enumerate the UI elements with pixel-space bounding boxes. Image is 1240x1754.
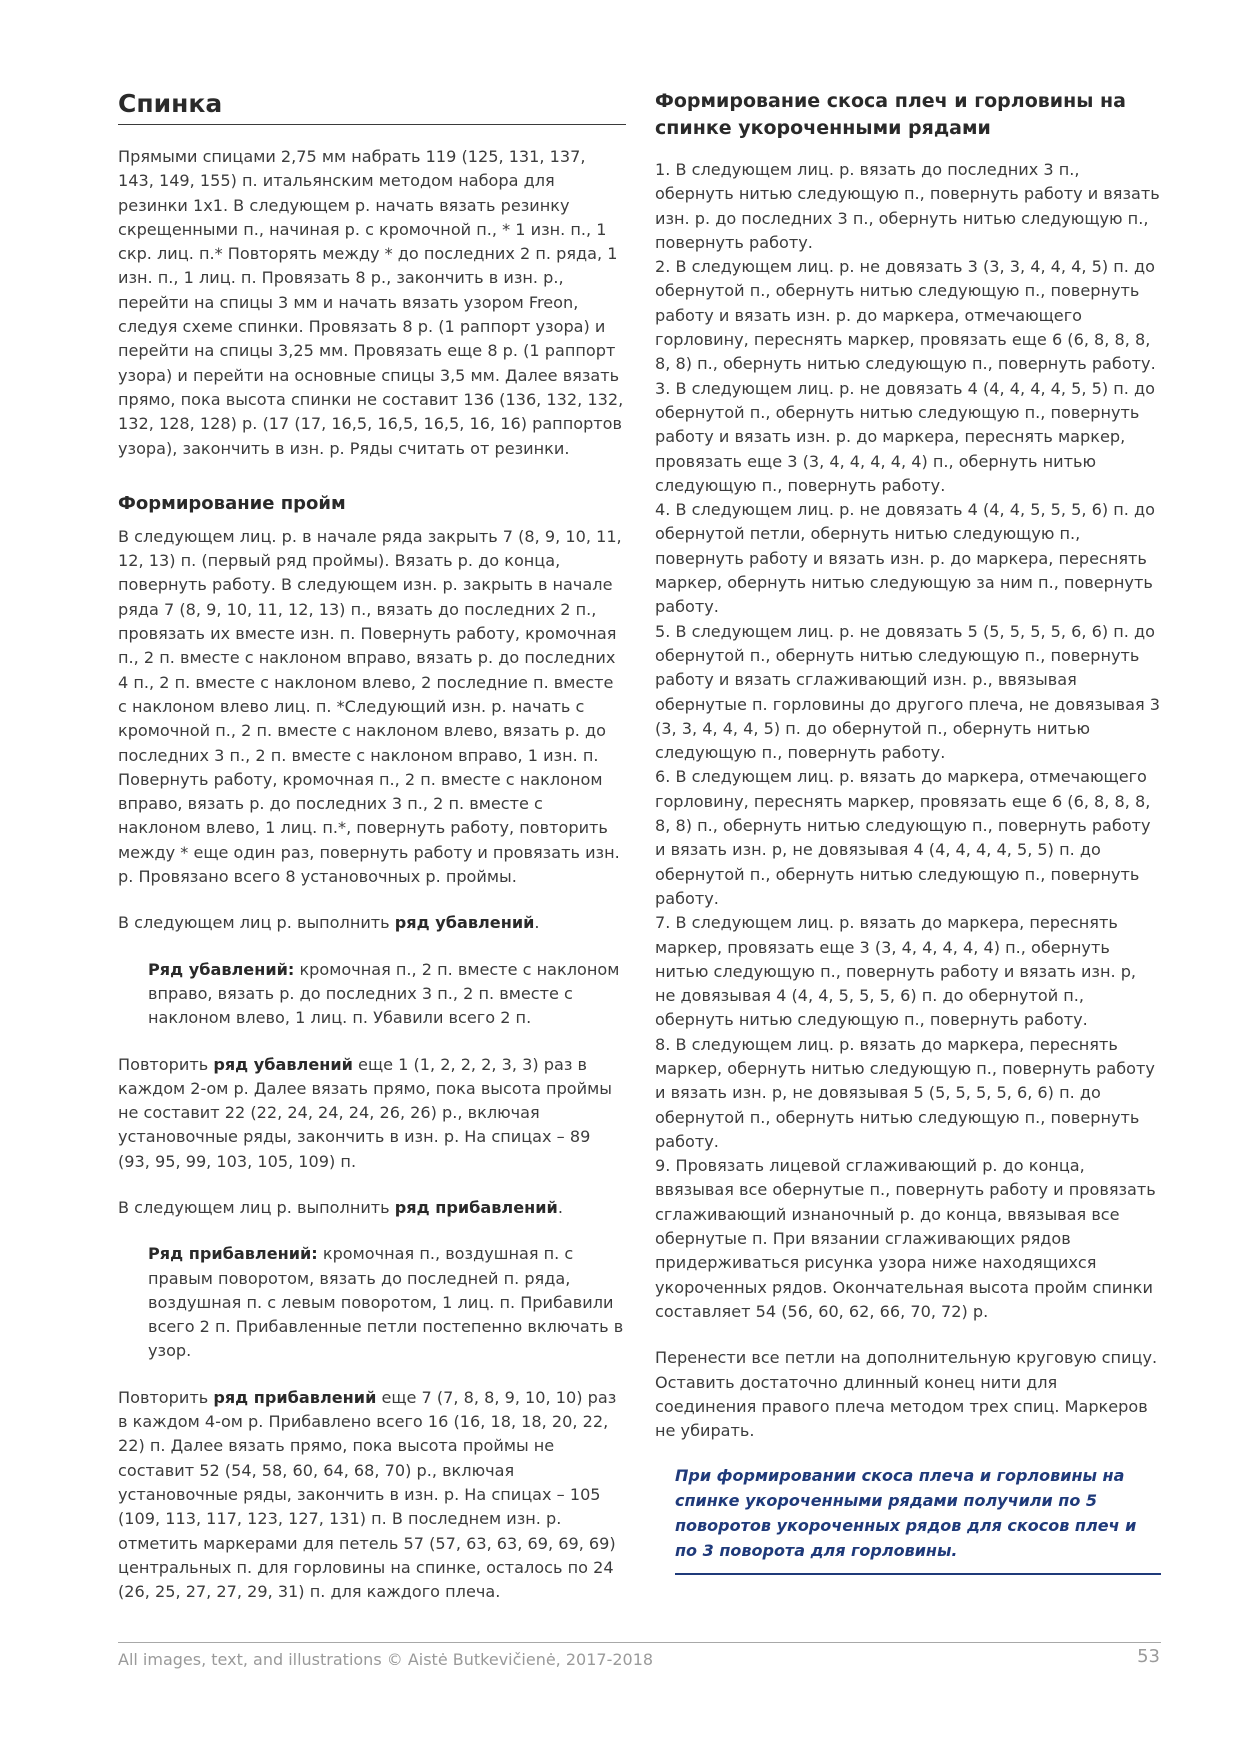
step-item: 2. В следующем лиц. р. не довязать 3 (3, 3, 4, 4, 4, 5) п. до обернутой п., обернуть нитью следующую п., повернуть работу и вязать изн. р. до маркера, отмечающего горловину, переснять маркер, провязать еще 6 (6, 8, 8, 8, 8, 8) п., обернуть нитью следующую п., повернуть работу. xyxy=(655,257,1156,374)
left-column xyxy=(118,88,626,1604)
decrease-intro: В следующем лиц р. выполнить ряд убавлений. xyxy=(118,913,540,933)
step-item: 5. В следующем лиц. р. не довязать 5 (5, 5, 5, 5, 6, 6) п. до обернутой п., обернуть нитью следующую п., повернуть работу и вязать сглаживающий изн. р., ввязывая обернутые п. горловины до другого плеча, не довязывая 3 (3, 3, 4, 4, 4, 5) п. до обернутой п., обернуть нитью следующую п., повернуть работу. xyxy=(655,621,1161,763)
step-item: 1. В следующем лиц. р. вязать до последних 3 п., обернуть нитью следующую п., повернуть работу и вязать изн. р. до последних 3 п., обернуть нитью следующую п., повернуть работу. xyxy=(655,160,1160,252)
transfer-paragraph: Перенести все петли на дополнительную круговую спицу. Оставить достаточно длинный конец нити для соединения правого плеча методом трех спиц. Маркеров не убирать. xyxy=(655,1348,1158,1441)
short-rows-title: Формирование скоса плеч и горловины на спинке укороченными рядами xyxy=(655,90,1126,139)
increase-row-definition: Ряд прибавлений: кромочная п., воздушная п. с правым поворотом, вязать до последней п. ряда, воздушная п. с левым поворотом, 1 лиц. п. Прибавили всего 2 п. Прибавленные петли постепенно включать в узор. xyxy=(148,1244,624,1361)
step-item: 8. В следующем лиц. р. вязать до маркера, переснять маркер, обернуть нитью следующую п., повернуть работу и вязать изн. р, не довязывая 5 (5, 5, 5, 5, 6, 6) п. до обернутой п., обернуть нитью следующую п., повернуть работу. xyxy=(655,1034,1155,1151)
step-item: 9. Провязать лицевой сглаживающий р. до конца, ввязывая все обернутые п., повернуть работу и провязать сглаживающий изнаночный р. до конца, ввязывая все обернутые п. При вязании сглаживающих рядов придерживаться рисунка узора ниже находящихся укороченных рядов. Окончательная высота пройм спинки составляет 54 (56, 60, 62, 66, 70, 72) р. xyxy=(655,1156,1156,1321)
step-item: 4. В следующем лиц. р. не довязать 4 (4, 4, 5, 5, 5, 6) п. до обернутой петли, обернуть нитью следующую п., повернуть работу и вязать изн. р. до маркера, переснять маркер, обернуть нитью следующую за ним п., повернуть работу. xyxy=(655,500,1155,617)
decrease-row-definition: Ряд убавлений: кромочная п., 2 п. вместе с наклоном вправо, вязать р. до последних 3 п., 2 п. вместе с наклоном влево, 1 лиц. п. Убавили всего 2 п. xyxy=(148,959,620,1028)
page-number: 53 xyxy=(1137,1646,1160,1667)
step-item: 6. В следующем лиц. р. вязать до маркера, отмечающего горловину, переснять маркер, провязать еще 6 (6, 8, 8, 8, 8, 8) п., обернуть нитью следующую п., повернуть работу и вязать изн. р, не довязывая 4 (4, 4, 4, 4, 5, 5) п. до обернутой п., обернуть нитью следующую п., повернуть работу. xyxy=(655,767,1151,908)
section-title: Спинка xyxy=(118,88,626,125)
increase-repeat-paragraph: Повторить ряд прибавлений еще 7 (7, 8, 8, 9, 10, 10) раз в каждом 4-ом р. Прибавлено всего 16 (16, 18, 18, 20, 22, 22) п. Далее вязать прямо, пока высота проймы не составит 52 (54, 58, 60, 64, 68, 70) р., включая установочные ряды, закончить в изн. р. На спицах – 105 (109, 113, 117, 123, 127, 131) п. В последнем изн. р. отметить маркерами для петель 57 (57, 63, 63, 69, 69, 69) центральных п. для горловины на спинке, осталось по 24 (26, 25, 27, 27, 29, 31) п. для каждого плеча. xyxy=(118,1387,617,1602)
step-item: 7. В следующем лиц. р. вязать до маркера, переснять маркер, провязать еще 3 (3, 4, 4, 4, 4, 4) п., обернуть нитью следующую п., повернуть работу и вязать изн. р, не довязывая 4 (4, 4, 5, 5, 5, 6) п. до обернутой п., обернуть нитью следующую п., повернуть работу. xyxy=(655,913,1137,1030)
note-callout xyxy=(675,1463,1161,1575)
right-column xyxy=(655,88,1161,1575)
intro-paragraph: Прямыми спицами 2,75 мм набрать 119 (125, 131, 137, 143, 149, 155) п. итальянским методом набора для резинки 1х1. В следующем р. начать вязать резинку скрещенными п., начиная р. с кромочной п., * 1 изн. п., 1 скр. лиц. п.* Повторять между * до последних 2 п. ряда, 1 изн. п., 1 лиц. п. Провязать 8 р., закончить в изн. р., перейти на спицы 3 мм и начать вязать узором Freon, следуя схеме спинки. Провязать 8 р. (1 раппорт узора) и перейти на спицы 3,25 мм. Провязать еще 8 р. (1 раппорт узора) и перейти на основные спицы 3,5 мм. Далее вязать прямо, пока высота спинки не составит 136 (136, 132, 132, 132, 128, 128) р. (17 (17, 16,5, 16,5, 16,5, 16, 16) раппортов узора), закончить в изн. р. Ряды считать от резинки. xyxy=(118,147,624,458)
note-text: При формировании скоса плеча и горловины на спинке укороченными рядами получили по 5 поворотов укороченных рядов для скосов плеч и по 3 поворота для горловины. xyxy=(675,1466,1137,1561)
footer-divider xyxy=(118,1642,1161,1643)
increase-intro: В следующем лиц р. выполнить ряд прибавлений. xyxy=(118,1197,563,1217)
step-item: 3. В следующем лиц. р. не довязать 4 (4, 4, 4, 4, 5, 5) п. до обернутой п., обернуть нитью следующую п., повернуть работу и вязать изн. р. до маркера, переснять маркер, провязать еще 3 (3, 4, 4, 4, 4, 4) п., обернуть нитью следующую п., повернуть работу. xyxy=(655,378,1155,495)
steps-list xyxy=(655,158,1161,1324)
armhole-subtitle: Формирование пройм xyxy=(118,492,346,514)
footer-copyright: All images, text, and illustrations © Aistė Butkevičienė, 2017-2018 xyxy=(118,1650,654,1669)
decrease-repeat-paragraph: Повторить ряд убавлений еще 1 (1, 2, 2, 2, 3, 3) раз в каждом 2-ом р. Далее вязать прямо, пока высота проймы не составит 22 (22, 24, 24, 24, 26, 26) р., включая установочные ряды, закончить в изн. р. На спицах – 89 (93, 95, 99, 103, 105, 109) п. xyxy=(118,1054,612,1171)
armhole-paragraph: В следующем лиц. р. в начале ряда закрыть 7 (8, 9, 10, 11, 12, 13) п. (первый ряд проймы). Вязать р. до конца, повернуть работу. В следующем изн. р. закрыть в начале ряда 7 (8, 9, 10, 11, 12, 13) п., вязать до последних 2 п., провязать их вместе изн. п. Повернуть работу, кромочная п., 2 п. вместе с наклоном вправо, вязать р. до последних 4 п., 2 п. вместе с наклоном влево, 2 последние п. вместе с наклоном влево лиц. п. *Следующий изн. р. начать с кромочной п., 2 п. вместе с наклоном влево, вязать р. до последних 3 п., 2 п. вместе с наклоном вправо, 1 изн. п. Повернуть работу, кромочная п., 2 п. вместе с наклоном вправо, вязать р. до последних 3 п., 2 п. вместе с наклоном влево, 1 лиц. п.*, повернуть работу, повторить между * еще один раз, повернуть работу и провязать изн. р. Провязано всего 8 установочных р. проймы. xyxy=(118,526,622,887)
